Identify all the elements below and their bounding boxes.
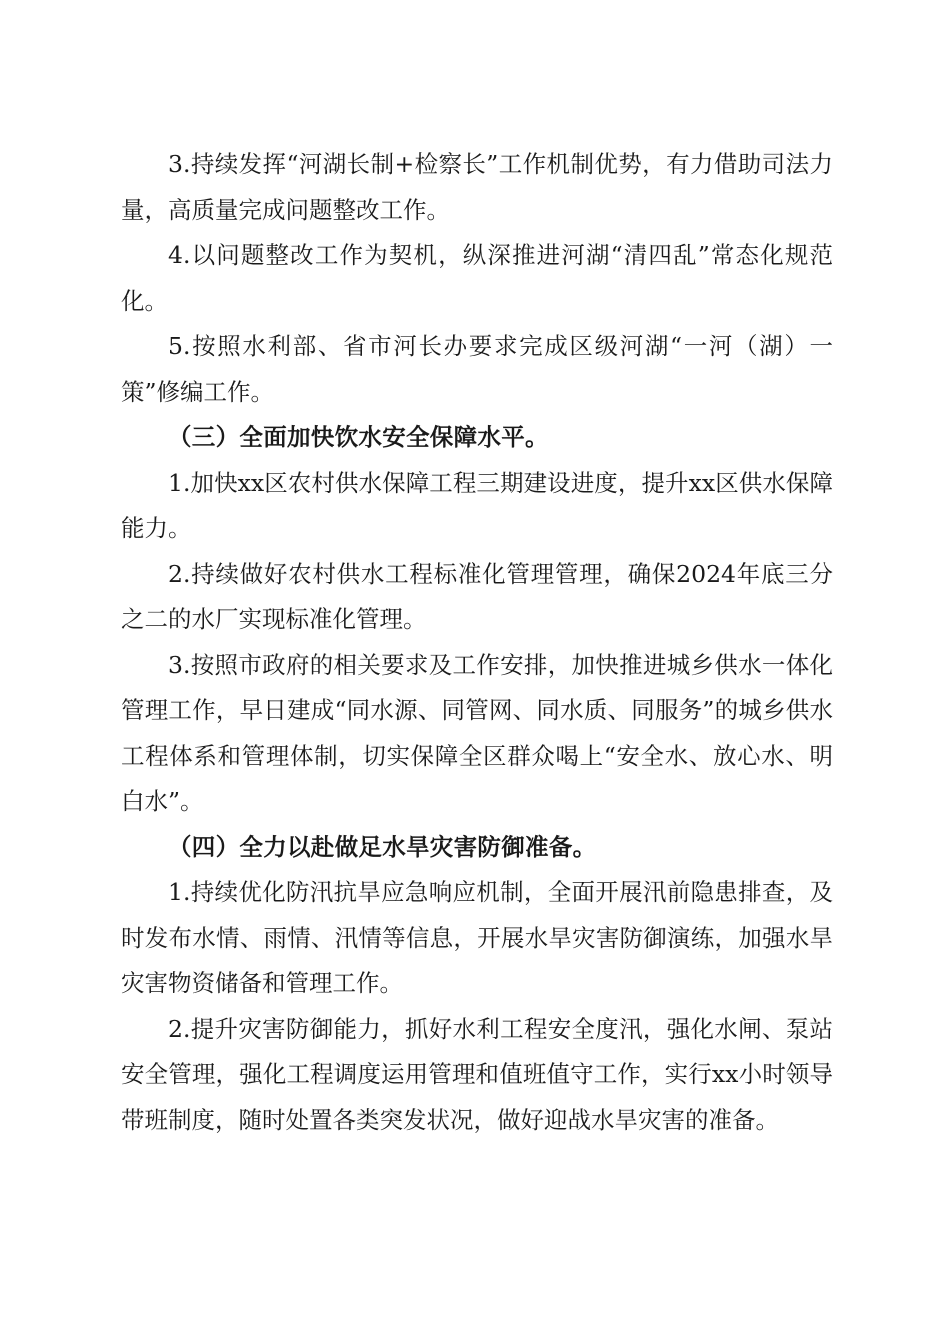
paragraph-item-3-river-lake-chief: 3.持续发挥“河湖长制+检察长”工作机制优势，有力借助司法力量，高质量完成问题整改工作。 bbox=[121, 150, 833, 224]
paragraph-item-4-clear-four-chaos: 4.以问题整改工作为契机，纵深推进河湖“清四乱”常态化规范化。 bbox=[121, 241, 833, 315]
paragraph-item-1-emergency-response: 1.持续优化防汛抗旱应急响应机制，全面开展汛前隐患排查，及时发布水情、雨情、汛情等信息，开展水旱灾害防御演练，加强水旱灾害物资储备和管理工作。 bbox=[121, 878, 833, 997]
paragraph-item-2-disaster-defense: 2.提升灾害防御能力，抓好水利工程安全度汛，强化水闸、泵站安全管理，强化工程调度运用管理和值班值守工作，实行xx小时领导带班制度，随时处置各类突发状况，做好迎战水旱灾害的准备。 bbox=[121, 1014, 833, 1134]
section-heading-drinking-water: （三）全面加快饮水安全保障水平。 bbox=[168, 423, 549, 451]
paragraph-item-1-rural-water-project: 1.加快xx区农村供水保障工程三期建设进度，提升xx区供水保障能力。 bbox=[121, 468, 833, 542]
document-body bbox=[121, 142, 833, 1143]
paragraph-item-5-one-river-one-policy: 5.按照水利部、省市河长办要求完成区级河湖“一河（湖）一策”修编工作。 bbox=[121, 332, 833, 406]
section-heading-flood-drought-defense: （四）全力以赴做足水旱灾害防御准备。 bbox=[168, 832, 597, 861]
paragraph-item-3-urban-rural-integration: 3.按照市政府的相关要求及工作安排，加快推进城乡供水一体化管理工作，早日建成“同水源、同管网、同水质、同服务”的城乡供水工程体系和管理体制，切实保障全区群众喝上“安全水、放心水、明白水”。 bbox=[121, 650, 833, 815]
paragraph-item-2-standardized-management: 2.持续做好农村供水工程标准化管理管理，确保2024年底三分之二的水厂实现标准化管理。 bbox=[121, 559, 833, 633]
